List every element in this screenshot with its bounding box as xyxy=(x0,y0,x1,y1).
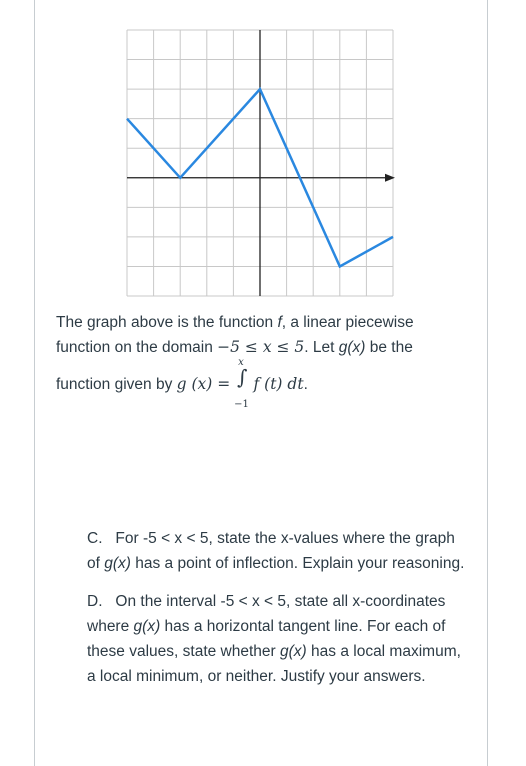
part-label: C. xyxy=(87,530,103,547)
integral-upper-limit: x xyxy=(238,357,244,368)
g-definition: g (x) = xyxy=(176,375,236,393)
part-text: For -5 < x < 5, state the x-values where the graph of xyxy=(87,530,455,572)
part-text: has a horizontal tangent line. For each of these values, state whether xyxy=(87,618,446,660)
stem-text: . xyxy=(303,376,308,393)
part-text: has a point of inflection. Explain your reasoning. xyxy=(130,555,465,572)
part-c xyxy=(87,526,467,576)
part-text: On the interval -5 < x < 5, state all x-coordinates where xyxy=(87,593,446,635)
function-graph xyxy=(125,28,395,298)
part-d xyxy=(87,589,467,689)
part-text: has a local maximum, a local minimum, or neither. Justify your answers. xyxy=(87,643,461,685)
integral-lower-limit: −1 xyxy=(234,399,249,410)
domain-expression: −5 ≤ x ≤ 5 xyxy=(217,338,305,356)
stem-text: The graph above is the function xyxy=(56,314,278,331)
function-f: f xyxy=(277,314,282,331)
integrand: f (t) dt xyxy=(253,375,304,393)
stem-text: function on the domain xyxy=(56,339,218,356)
part-label: D. xyxy=(87,593,103,610)
stem-text: function given by xyxy=(56,376,177,393)
question-stem xyxy=(56,310,456,410)
stem-line-3 xyxy=(56,357,456,410)
integral-symbol: ∫ x −1 xyxy=(235,379,249,389)
function-g: g(x) xyxy=(338,339,366,356)
stem-text: be the xyxy=(365,339,413,356)
stem-text: , a linear piecewise xyxy=(281,314,414,331)
function-g: g(x) xyxy=(133,618,161,635)
stem-text: . Let xyxy=(304,339,339,356)
function-g: g(x) xyxy=(280,643,307,660)
stem-line-2 xyxy=(56,335,456,360)
stem-line-1 xyxy=(56,310,456,335)
function-g: g(x) xyxy=(104,555,131,572)
question-parts xyxy=(87,526,467,702)
